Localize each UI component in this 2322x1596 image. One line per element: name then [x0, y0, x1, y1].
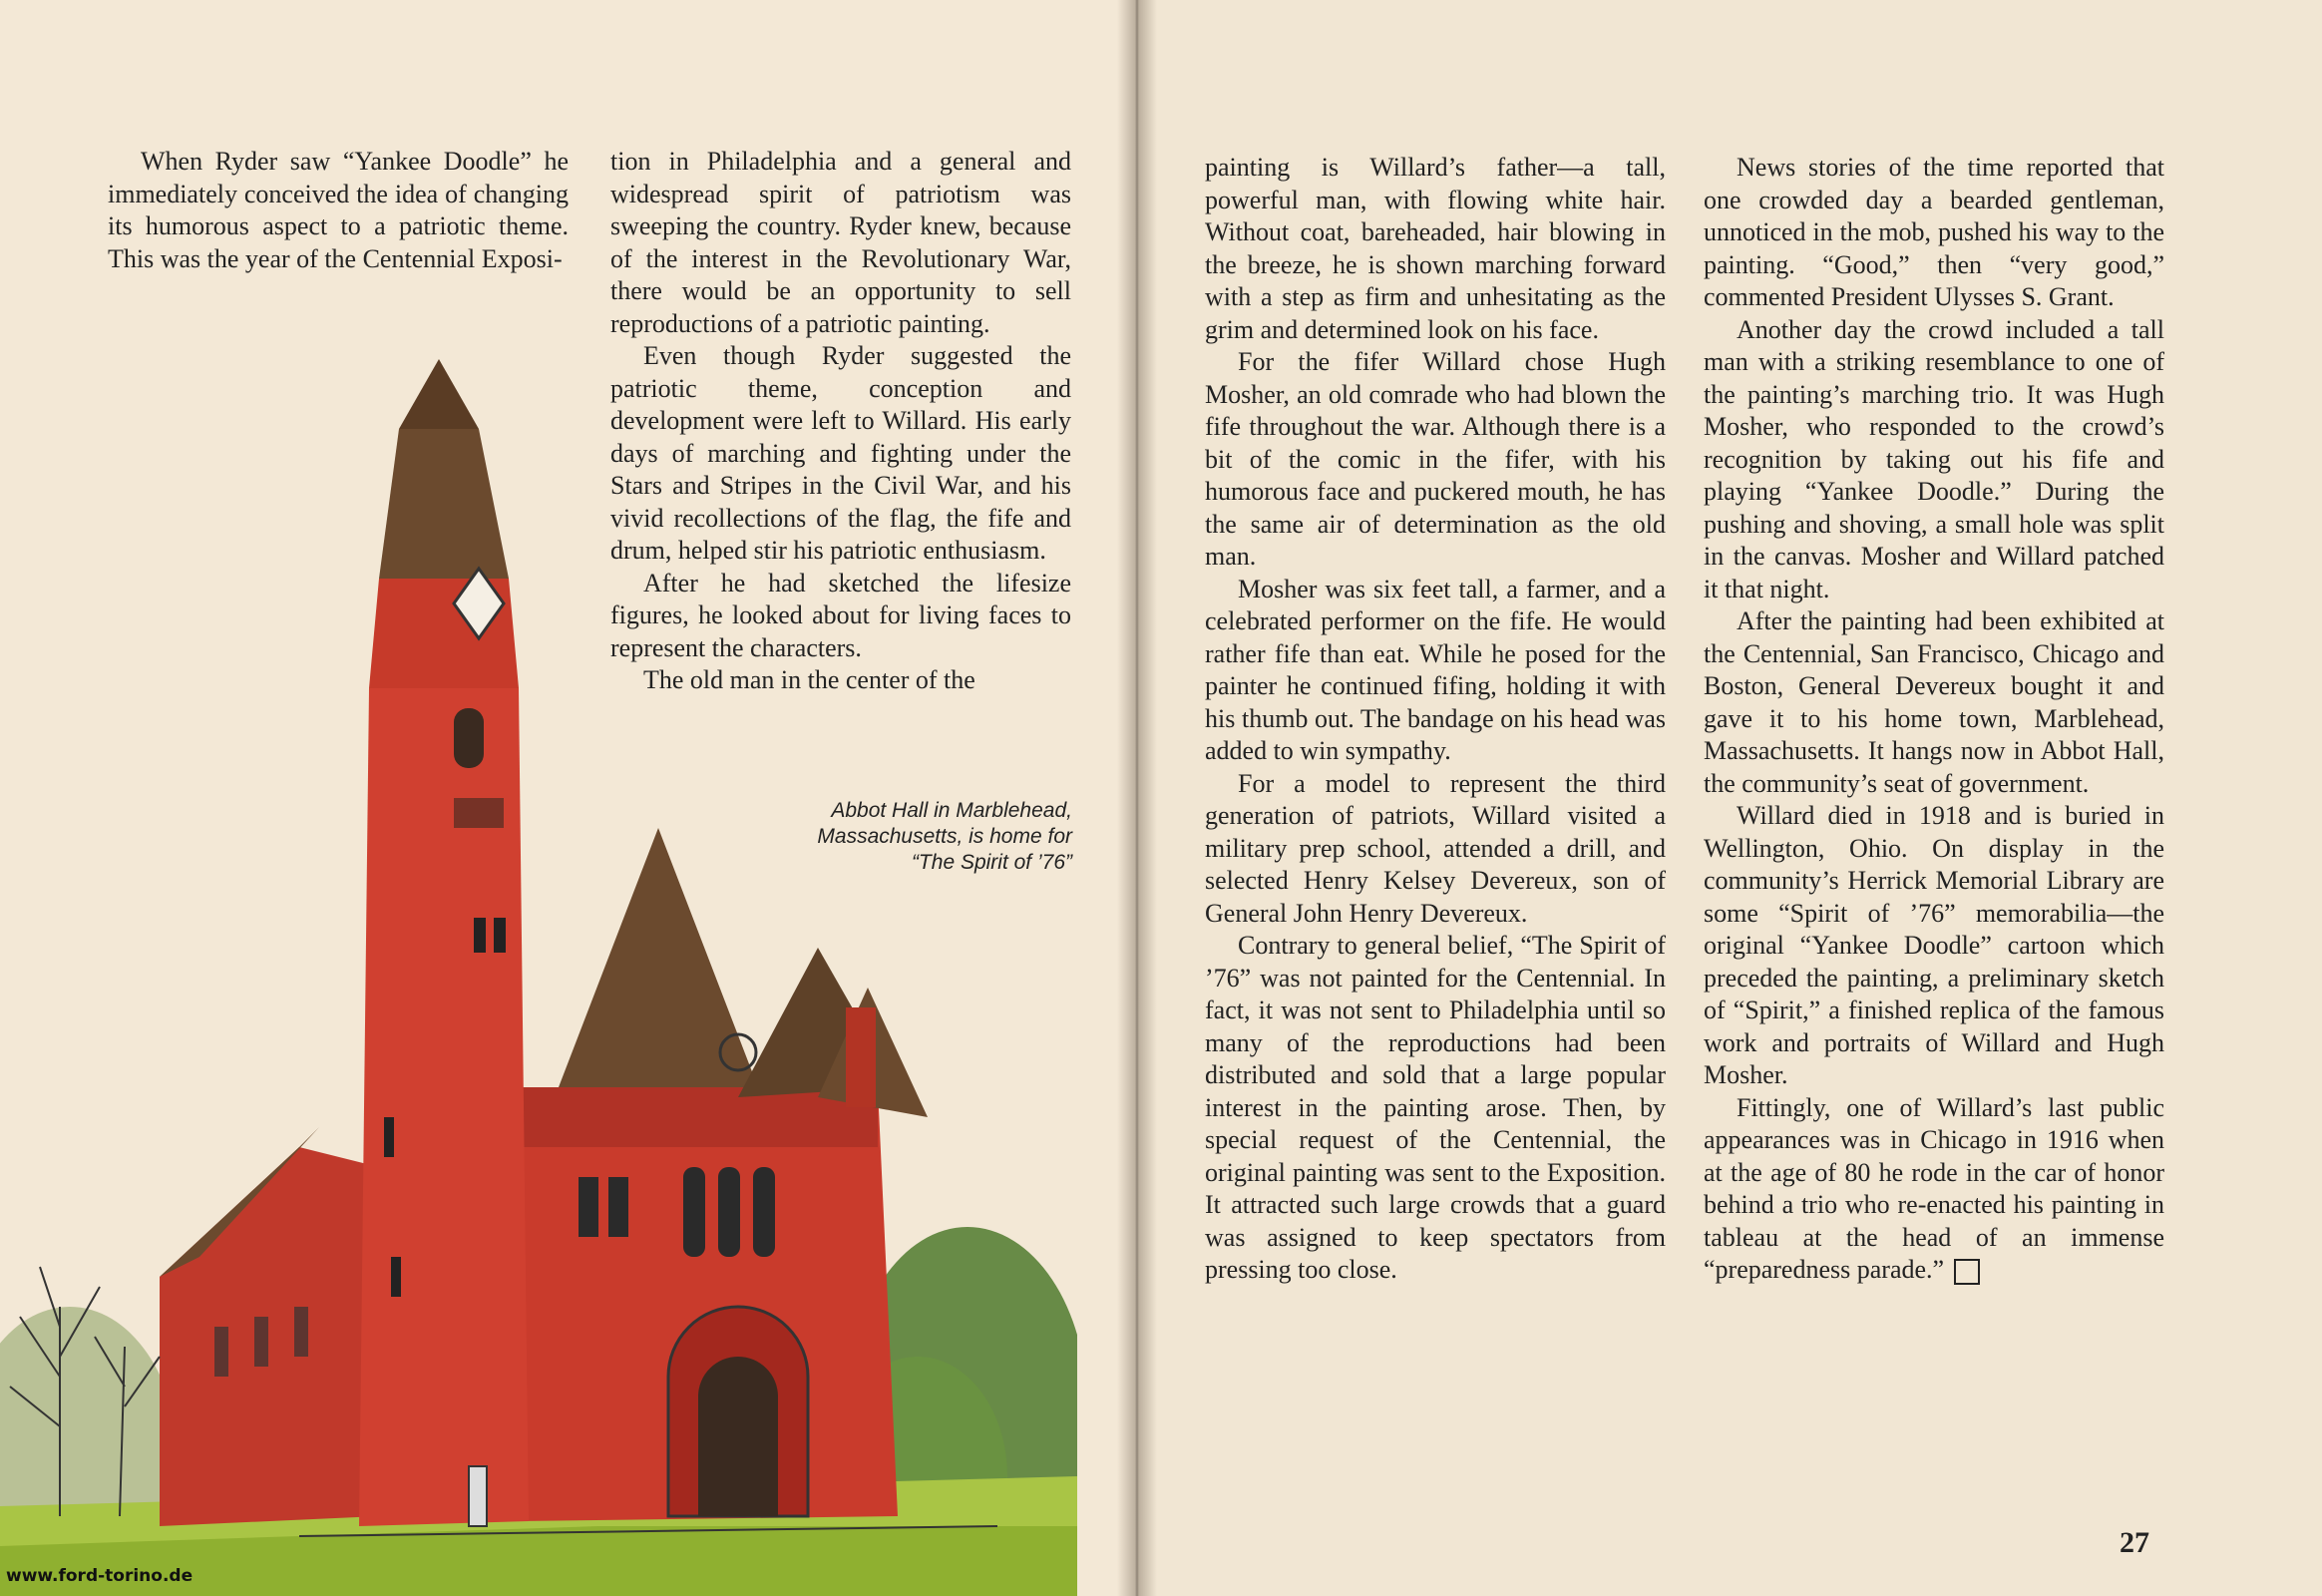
paragraph: painting is Willard’s father—a tall, powerful man, with flowing white hair. Without coat, bareheaded, hair blowing in the breeze, he is shown marching forward with a step as firm and unhesitating as the grim and determined look on his face. — [1205, 153, 1666, 344]
website-watermark: www.ford-torino.de — [6, 1566, 194, 1586]
caption-line: Massachusetts, is home for — [817, 825, 1072, 848]
paragraph: The old man in the center of the — [643, 665, 975, 694]
caption-line: “The Spirit of ’76” — [911, 851, 1072, 874]
left-column-2 — [610, 146, 1071, 697]
paragraph: Another day the crowd included a tall man with a striking resemblance to one of the painting’s marching trio. It was Hugh Mosher, who responded to the crowd’s recognition by taking out his fife and playing “Yankee Doodle.” During the pushing and shoving, a small hole was split in the canvas. Mosher and Willard patched it that night. — [1704, 314, 2164, 603]
left-page — [0, 0, 1137, 1596]
paragraph: Even though Ryder suggested the patriotic theme, conception and development were left to Willard. His early days of marching and fighting under the Stars and Stripes in the Civil War, and his vivid recollections of the flag, the fife and drum, helped stir his patriotic enthusiasm. — [610, 341, 1071, 565]
caption-line: Abbot Hall in Marblehead, — [831, 799, 1072, 822]
right-column-2 — [1704, 152, 2164, 1287]
illustration-caption — [698, 798, 1072, 876]
paragraph: Mosher was six feet tall, a farmer, and a celebrated performer on the fife. He would rather fife than eat. While he posed for the painter he continued fifing, holding it with his thumb out. The bandage on his head was added to win sympathy. — [1205, 574, 1666, 765]
paragraph: Willard died in 1918 and is buried in Wellington, Ohio. On display in the community’s Herrick Memorial Library are some “Spirit of ’76” memorabilia—the original “Yankee Doodle” cartoon which preceded the painting, a preliminary sketch of “Spirit,” a finished replica of the famous work and portraits of Willard and Hugh Mosher. — [1704, 801, 2164, 1089]
page-number: 27 — [2120, 1526, 2149, 1559]
paragraph: After the painting had been exhibited at the Centennial, San Francisco, Chicago and Boston, General Devereux bought it and gave it to his home town, Marblehead, Massachusetts. It hangs now in Abbot Hall, the community’s seat of government. — [1704, 606, 2164, 798]
end-of-article-icon — [1954, 1259, 1980, 1285]
paragraph: Contrary to general belief, “The Spirit of ’76” was not painted for the Centennial. In fact, it was not sent to Philadelphia until so many of the reproductions had been distributed and sold that a large popular interest in the painting arose. Then, by special request of the Centennial, the original painting was sent to the Exposition. It attracted such large crowds that a guard was assigned to keep spectators from pressing too close. — [1205, 931, 1666, 1284]
right-column-1 — [1205, 152, 1666, 1287]
paragraph: For the fifer Willard chose Hugh Mosher, an old comrade who had blown the fife throughout the war. Although there is a bit of the comic in the fifer, with his humorous face and puckered mouth, he has the same air of determination as the old man. — [1205, 347, 1666, 571]
paragraph: For a model to represent the third generation of patriots, Willard visited a military prep school, attended a drill, and selected Henry Kelsey Devereux, son of General John Henry Devereux. — [1205, 768, 1666, 928]
final-paragraph-text: Fittingly, one of Willard’s last public appearances was in Chicago in 1916 when at the age of 80 he rode in the car of honor behind a trio who re-enacted his painting in tableau at the head of an immense “preparedness parade.” — [1704, 1092, 2164, 1284]
paragraph — [1704, 1092, 2164, 1287]
book-gutter — [1117, 0, 1157, 1596]
paragraph: News stories of the time reported that one crowded day a bearded gentleman, unnoticed in the mob, pushed his way to the painting. “Good,” then “very good,” commented President Ulysses S. Grant. — [1704, 153, 2164, 311]
left-column-1 — [108, 146, 569, 275]
right-page — [1135, 0, 2322, 1596]
paragraph: After he had sketched the lifesize figures, he looked about for living faces to represent the characters. — [610, 568, 1071, 662]
paragraph: When Ryder saw “Yankee Doodle” he immediately conceived the idea of changing its humorous aspect to a patriotic theme. This was the year of the Centennial Exposi- — [108, 147, 569, 273]
paragraph: tion in Philadelphia and a general and widespread spirit of patriotism was sweeping the country. Ryder knew, because of the interest in the Revolutionary War, there would be an opportunity to sell reproductions of a patriotic painting. — [610, 147, 1071, 338]
